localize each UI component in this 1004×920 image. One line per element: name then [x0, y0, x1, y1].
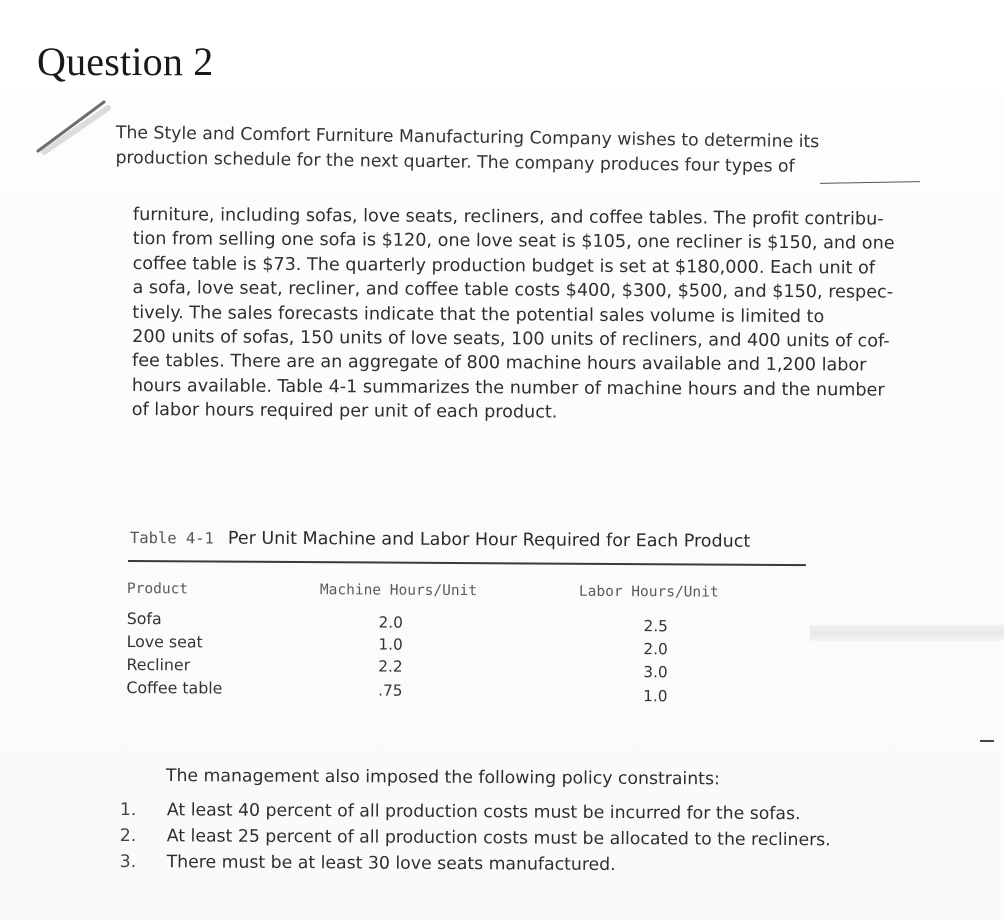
body-line: hours available. Table 4-1 summarizes the number of machine hours and the number — [131, 375, 885, 401]
table-cell-labor-hours: 2.5 — [643, 617, 668, 636]
list-item-number: 3. — [119, 851, 137, 873]
table-cell-product: Recliner — [126, 654, 191, 675]
column-header-product: Product — [126, 581, 189, 598]
body-line: tively. The sales forecasts indicate that the potential sales volume is limited to — [132, 302, 825, 327]
scan-shadow-band — [810, 625, 1004, 641]
table-cell-product: Coffee table — [126, 677, 223, 698]
policy-intro: The management also imposed the following policy constraints: — [165, 766, 720, 790]
table-label: Table 4-1 — [129, 529, 214, 548]
intro-line: The Style and Comfort Furniture Manufacturing Company wishes to determine its — [115, 122, 820, 153]
table-cell-machine-hours: .75 — [378, 681, 403, 700]
body-line: coffee table is $73. The quarterly production budget is set at $180,000. Each unit of — [132, 253, 876, 279]
intro-line: production schedule for the next quarter. The company produces four types of — [115, 147, 795, 177]
list-item-text: There must be at least 30 love seats manufactured. — [166, 852, 616, 876]
pen-stroke-mark — [34, 96, 114, 156]
table-title: Per Unit Machine and Labor Hour Required for Each Product — [227, 528, 751, 552]
table-cell-labor-hours: 3.0 — [643, 663, 668, 682]
list-item-number: 2. — [119, 825, 137, 847]
policy-constraints-list — [120, 800, 890, 883]
list-item-number: 1. — [119, 800, 137, 821]
problem-paragraph — [132, 203, 909, 427]
scan-artifact-dash — [980, 740, 994, 742]
column-header-labor-hours: Labor Hours/Unit — [578, 583, 719, 601]
list-item-text: At least 25 percent of all production costs must be allocated to the recliners. — [166, 826, 831, 851]
table-cell-labor-hours: 1.0 — [643, 687, 668, 706]
column-header-machine-hours: Machine Hours/Unit — [319, 582, 478, 600]
body-line: of labor hours required per unit of each product. — [131, 400, 558, 423]
table-cell-labor-hours: 2.0 — [643, 640, 668, 659]
page-title: Question 2 — [37, 39, 214, 84]
table-cell-product: Sofa — [126, 608, 162, 629]
body-line: fee tables. There are an aggregate of 800 machine hours available and 1,200 labor — [131, 351, 867, 376]
hours-table — [126, 581, 807, 720]
list-item — [120, 852, 890, 883]
table-cell-product: Love seat — [126, 631, 203, 652]
table-cell-machine-hours: 1.0 — [378, 635, 403, 654]
body-line: tion from selling one sofa is $120, one love seat is $105, one recliner is $150, and one — [132, 229, 895, 255]
body-line: furniture, including sofas, love seats, recliners, and coffee tables. The profit contribu- — [132, 204, 884, 230]
table-cell-machine-hours: 2.2 — [378, 657, 403, 676]
table-caption — [130, 528, 750, 552]
body-line: 200 units of sofas, 150 units of love seats, 100 units of recliners, and 400 units of cof- — [132, 327, 890, 352]
table-cell-machine-hours: 2.0 — [378, 613, 403, 632]
body-line: a sofa, love seat, recliner, and coffee table costs $400, $300, $500, and $150, respec- — [132, 278, 894, 303]
list-item-text: At least 40 percent of all production costs must be incurred for the sofas. — [166, 800, 801, 825]
intro-paragraph — [115, 121, 896, 181]
